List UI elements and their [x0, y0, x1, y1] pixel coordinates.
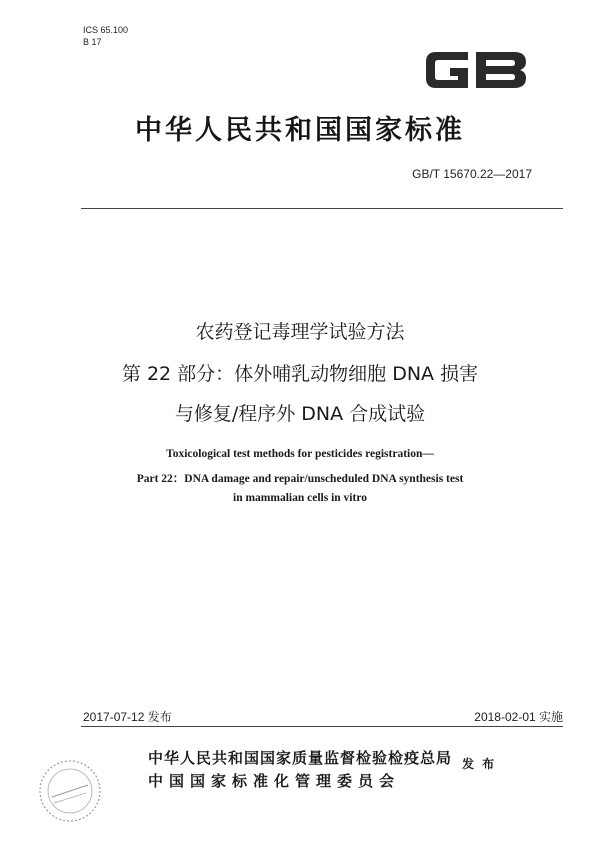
title-zh-line3: 与修复/程序外 DNA 合成试验	[174, 403, 426, 425]
issuer-line2: 中国国家标准化管理委员会	[148, 772, 401, 790]
issuer-line1: 中华人民共和国国家质量监督检验检疫总局	[148, 749, 453, 767]
ccs-code: B 17	[83, 37, 102, 47]
title-en-line1: Toxicological test methods for pesticides registration—	[166, 448, 434, 460]
header-divider	[81, 208, 563, 209]
ics-code: ICS 65.100	[83, 25, 129, 35]
standard-type-title: 中华人民共和国国家标准	[135, 115, 465, 146]
implementation-date: 2018-02-01 实施	[474, 710, 563, 724]
standard-number: GB/T 15670.22—2017	[412, 167, 532, 181]
gb-logo	[418, 38, 534, 100]
title-en-line2: Part 22：DNA damage and repair/unscheduled DNA synthesis test	[136, 473, 464, 485]
title-zh-line2: 第 22 部分：体外哺乳动物细胞 DNA 损害	[121, 363, 479, 385]
footer-divider	[81, 726, 563, 727]
title-en-line3: in mammalian cells in vitro	[233, 492, 367, 504]
issue-date: 2017-07-12 发布	[83, 710, 172, 724]
stamp-seal	[36, 757, 104, 825]
issue-action: 发 布	[462, 757, 497, 771]
title-zh-line1: 农药登记毒理学试验方法	[195, 321, 405, 343]
